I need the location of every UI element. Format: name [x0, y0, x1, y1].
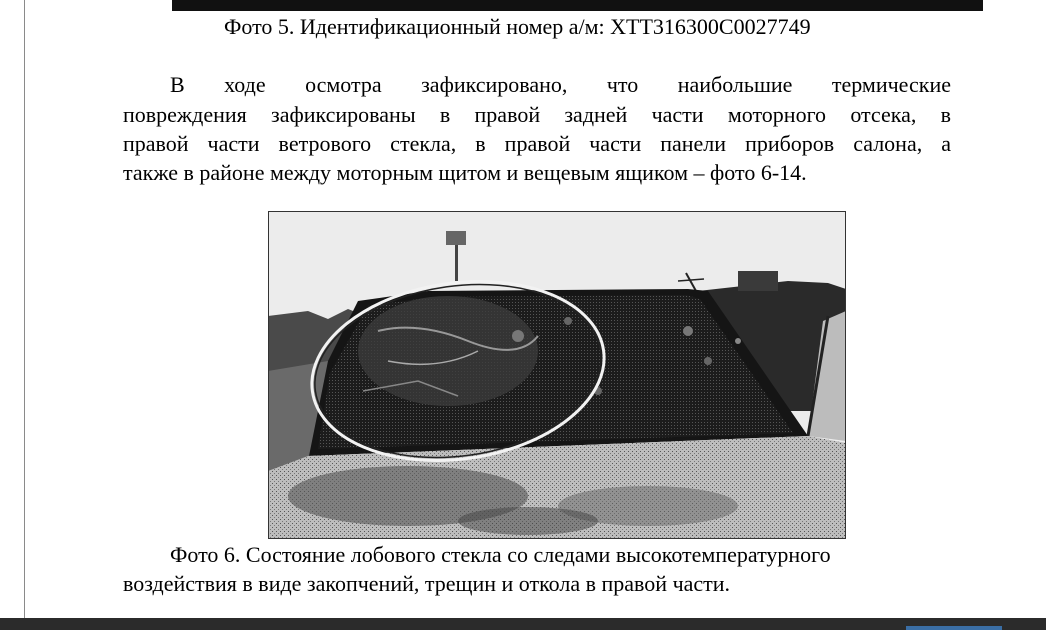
scan-bottom-accent: [906, 626, 1002, 630]
paragraph-line-4: также в районе между моторным щитом и вещевым ящиком – фото 6-14.: [123, 160, 807, 185]
windshield-photo: [268, 211, 846, 539]
photo-5-caption: Фото 5. Идентификационный номер а/м: ХТТ316300С0027749: [224, 14, 811, 39]
photo-6-caption-line-1: Фото 6. Состояние лобового стекла со следами высокотемпературного: [170, 542, 831, 567]
paragraph-line-2: повреждения зафиксированы в правой задней части моторного отсека, в: [123, 102, 951, 127]
scan-top-edge: [172, 0, 983, 11]
paragraph-line-3: правой части ветрового стекла, в правой части панели приборов салона, а: [123, 131, 951, 156]
scan-bottom-edge: [0, 618, 1046, 630]
photo-6-caption-line-2: воздействия в виде закопчений, трещин и откола в правой части.: [123, 571, 731, 596]
page-left-edge: [24, 0, 25, 618]
paragraph-line-1: В ходе осмотра зафиксировано, что наибольшие термические: [170, 72, 951, 97]
windshield-photo-drawing: [268, 211, 846, 539]
